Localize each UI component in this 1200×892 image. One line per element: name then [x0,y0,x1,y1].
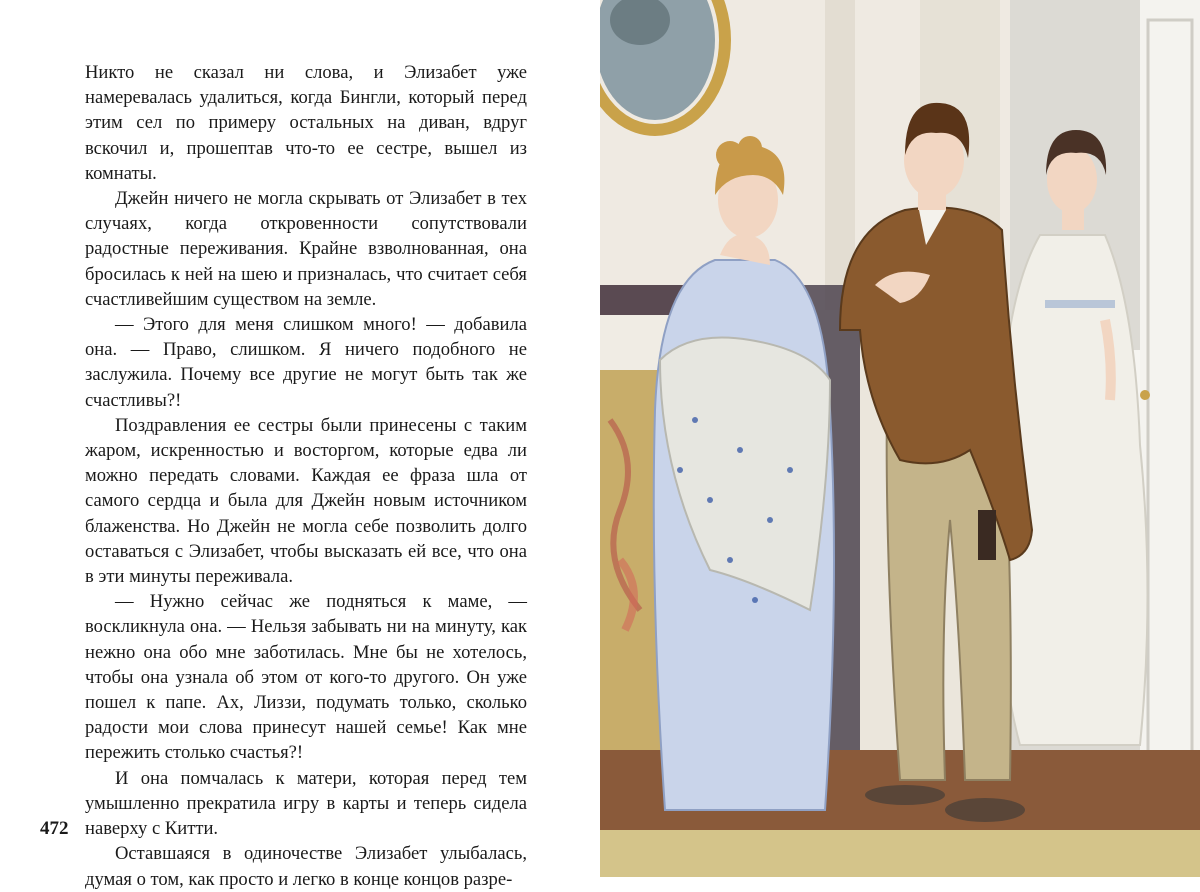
text-page [0,0,600,890]
paragraph: Джейн ничего не могла скрывать от Элизабет в тех случаях, когда откровенности сопутствовали радостные переживания. Крайне взволнованная, она бросилась к ней на шею и призналась, что считает себя счастливейшим существом на земле. [85,188,527,310]
page-number: 472 [40,818,69,839]
mirror-frame [600,0,725,130]
paragraph: — Нужно сейчас же подняться к маме, — воскликнула она. — Нельзя забывать ни на минуту, как нежно она обо мне заботилась. Мне бы не хотелось, чтобы она узнала об этом от кого-то другого. Он уже пошел к папе. Ах, Лиззи, подумать только, сколько радости мои слова принесут нашей семье! Как мне пережить столько счастья?! [85,591,527,764]
body-text [85,60,527,892]
paragraph: Оставшаяся в одиночестве Элизабет улыбалась, думая о том, как просто и легко в конце концов разре- [85,843,527,890]
paragraph: И она помчалась к матери, которая перед тем умышленно прекратила игру в карты и теперь сидела наверху с Китти. [85,767,527,840]
paragraph: Поздравления ее сестры были принесены с таким жаром, искренностью и восторгом, которые едва ли можно передать словами. Каждая ее фраза шла от самого сердца и была для Джейн новым источником блаженства. Но Джейн не могла себе позволить долго оставаться с Элизабет, чтобы высказать ей все, что она в эти минуты переживала. [85,414,527,588]
paragraph: — Этого для меня слишком много! — добавила она. — Право, слишком. Я ничего подобного не заслужила. Почему все другие не могут быть так же счастливы?! [85,314,527,411]
illustration-artwork [600,0,1200,877]
paragraph: Никто не сказал ни слова, и Элизабет уже намеревалась удалиться, когда Бингли, который перед этим сел по примеру остальных на диван, вдруг вскочил и, прошептав что-то ее сестре, вышел из комнаты. [85,62,527,184]
door-handle [1140,390,1150,400]
illustration [600,0,1200,877]
